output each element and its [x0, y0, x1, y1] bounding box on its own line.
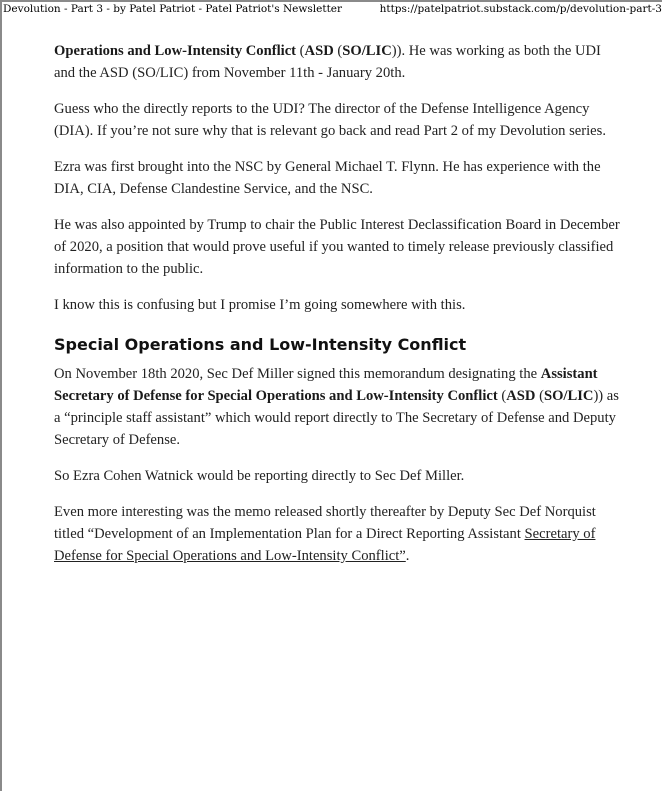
paragraph-1-rest: )). He was working as both the UDI and the ASD (SO/LIC) from November 11th - January 20th.: [54, 43, 601, 81]
paragraph-3: Ezra was first brought into the NSC by General Michael T. Flynn. He has experience with the DIA, CIA, Defense Clandestine Service, and the NSC.: [54, 159, 601, 197]
paragraph-8: [54, 501, 622, 567]
paragraph-1-bold: Operations and Low-Intensity Conflict: [54, 43, 297, 59]
print-header: [3, 2, 662, 16]
paragraph-1-mid-2: (: [333, 43, 343, 59]
paragraph-1: [54, 40, 622, 84]
header-page-url: https://patelpatriot.substack.com/p/devolution-part-3: [379, 3, 662, 15]
paragraph-1-mid: (: [296, 43, 305, 59]
paragraph-6-mid: (: [497, 388, 507, 404]
header-page-title: Devolution - Part 3 - by Patel Patriot - Patel Patriot's Newsletter: [3, 3, 343, 15]
paragraph-1-bold-asd: ASD: [304, 43, 334, 59]
paragraph-5: I know this is confusing but I promise I’m going somewhere with this.: [54, 297, 466, 313]
paragraph-2: Guess who the directly reports to the UDI? The director of the Defense Intelligence Agency (DIA). If you’re not sure why that is relevant go back and read Part 2 of my Devolution series.: [54, 101, 606, 139]
article-body: [54, 40, 622, 581]
paragraph-7: So Ezra Cohen Watnick would be reporting directly to Sec Def Miller.: [54, 468, 465, 484]
paragraph-6-lead: On November 18th 2020, Sec Def Miller signed this memorandum designating the: [54, 366, 541, 382]
paragraph-6-bold-asd: ASD: [506, 388, 536, 404]
paragraph-6-rest: )) as a “principle staff assistant” which would report directly to The Secretary of Defense and Deputy Secretary of Defense.: [54, 388, 619, 448]
paragraph-8-lead: Even more interesting was the memo released shortly thereafter by Deputy Sec Def Norquist titled “Development of an Implementation Plan for a Direct Reporting Assistant: [54, 504, 596, 542]
paragraph-6-bold: Assistant Secretary of Defense for Special Operations and Low-Intensity Conflict: [54, 366, 598, 404]
paragraph-6-bold-solic: SO/LIC: [543, 388, 594, 404]
section-heading: Special Operations and Low-Intensity Conflict: [54, 335, 467, 354]
paragraph-1-bold-solic: SO/LIC: [342, 43, 392, 59]
paragraph-6-mid-2: (: [535, 388, 544, 404]
paragraph-4: He was also appointed by Trump to chair the Public Interest Declassification Board in December of 2020, a position that would prove useful if you wanted to timely release previously classified information to the public.: [54, 217, 620, 277]
paragraph-6: [54, 363, 622, 451]
paragraph-8-end: .: [405, 548, 410, 564]
memo-title-link[interactable]: Secretary of Defense for Special Operations and Low-Intensity Conflict”: [54, 526, 596, 564]
